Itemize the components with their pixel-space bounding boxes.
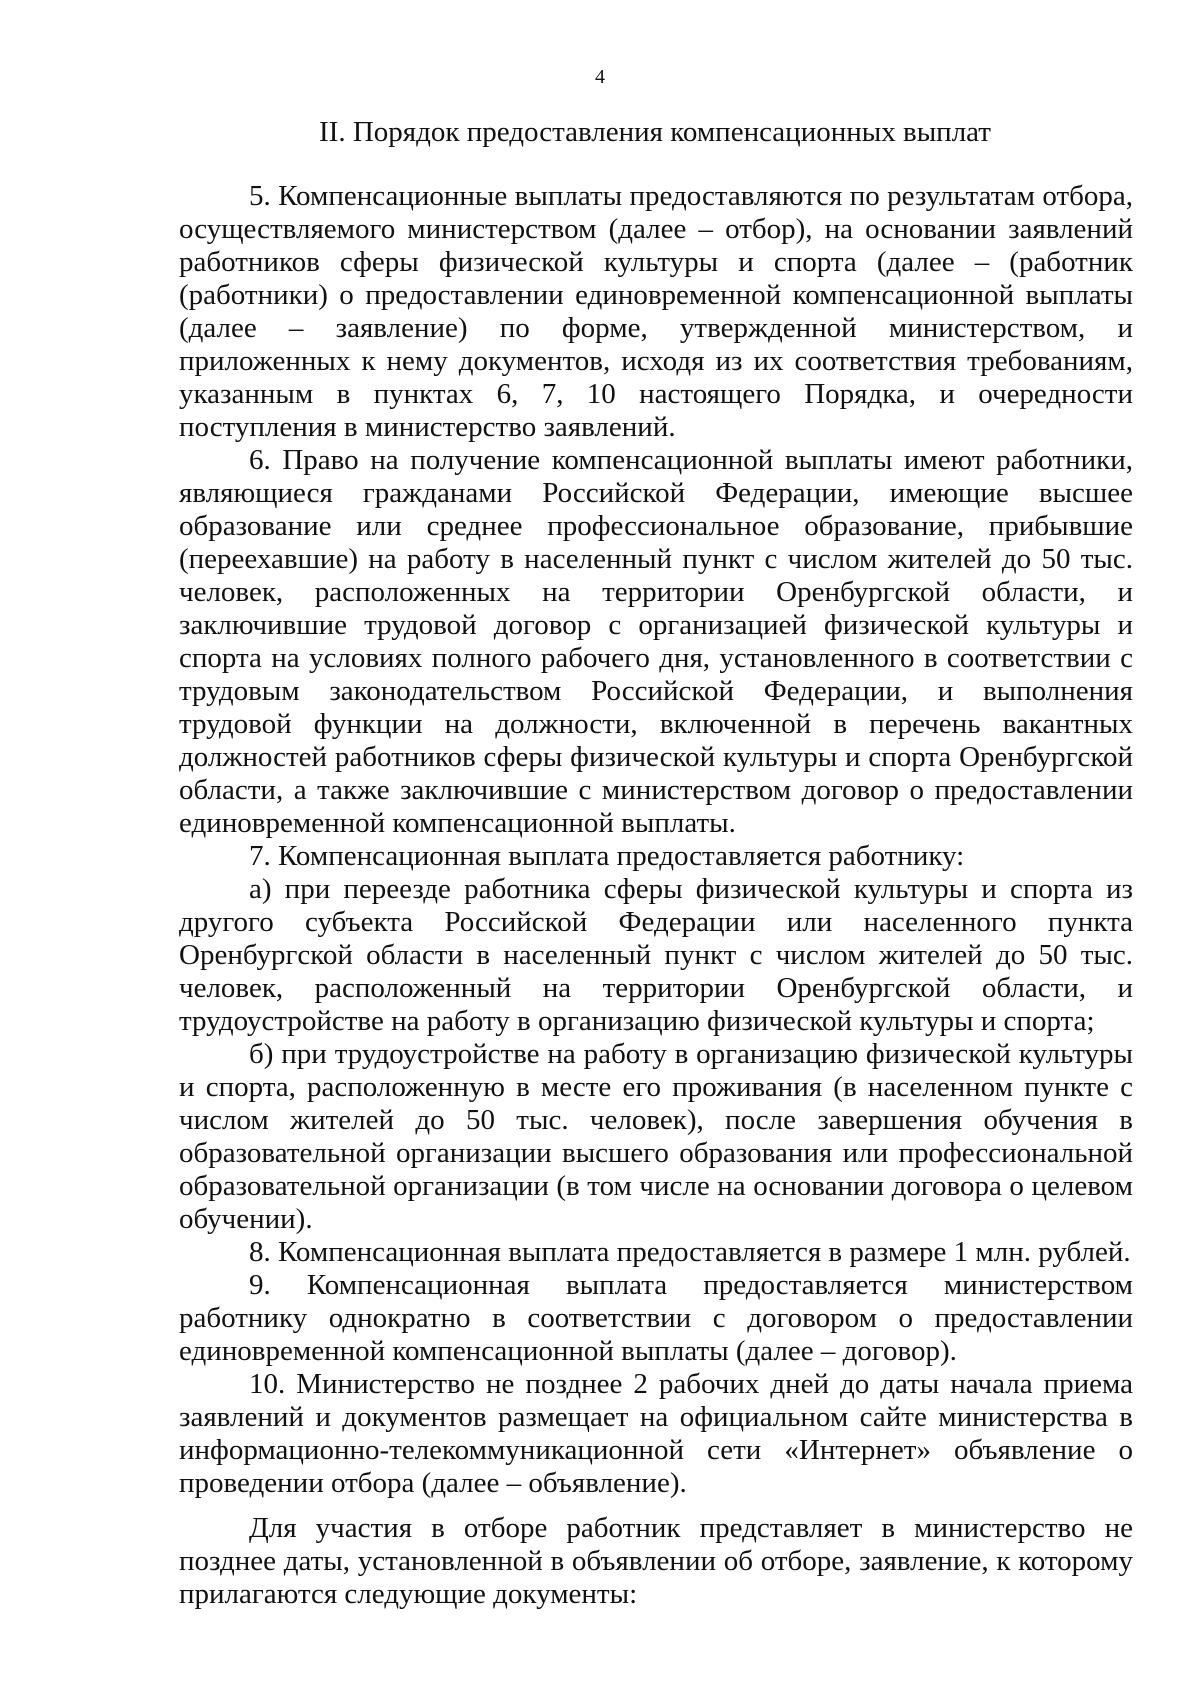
paragraph-7: 7. Компенсационная выплата предоставляется работнику: — [249, 840, 965, 872]
section-title: II. Порядок предоставления компенсационных выплат — [319, 116, 991, 148]
paragraph-6: 6. Право на получение компенсационной выплаты имеют работники, являющиеся гражданами Российской Федерации, имеющие высшее образование или среднее профессиональное образование, прибывшие (переехавшие) на работу в населенный пункт с числом жителей до 50 тыс. человек, расположенных на территории Оренбургской области, и заключившие трудовой договор с организацией физической культуры и спорта на условиях полного рабочего дня, установленного в соответствии с трудовым законодательством Российской Федерации, и выполнения трудовой функции на должности, включенной в перечень вакантных должностей работников сферы физической культуры и спорта Оренбургской области, а также заключившие с министерством договор о предоставлении единовременной компенсационной выплаты. — [179, 444, 1133, 839]
paragraph-10: 10. Министерство не позднее 2 рабочих дней до даты начала приема заявлений и документов размещает на официальном сайте министерства в информационно-телекоммуникационной сети «Интернет» объявление о проведении отбора (далее – объявление). — [179, 1368, 1133, 1499]
paragraph-7b: б) при трудоустройстве на работу в организацию физической культуры и спорта, расположенную в месте его проживания (в населенном пункте с числом жителей до 50 тыс. человек), после завершения обучения в образовательной организации высшего образования или профессиональной образовательной организации (в том числе на основании договора о целевом обучении). — [179, 1038, 1133, 1235]
document-body — [179, 180, 1133, 1611]
paragraph-documents-intro: Для участия в отборе работник представляет в министерство не позднее даты, установленной в объявлении об отборе, заявление, к которому прилагаются следующие документы: — [179, 1512, 1133, 1610]
page-number: 4 — [595, 66, 605, 88]
paragraph-7a: а) при переезде работника сферы физической культуры и спорта из другого субъекта Российской Федерации или населенного пункта Оренбургской области в населенный пункт с числом жителей до 50 тыс. человек, расположенный на территории Оренбургской области, и трудоустройстве на работу в организацию физической культуры и спорта; — [179, 873, 1133, 1037]
paragraph-8: 8. Компенсационная выплата предоставляется в размере 1 млн. рублей. — [249, 1236, 1131, 1268]
paragraph-9: 9. Компенсационная выплата предоставляется министерством работнику однократно в соответствии с договором о предоставлении единовременной компенсационной выплаты (далее – договор). — [179, 1269, 1133, 1367]
paragraph-5: 5. Компенсационные выплаты предоставляются по результатам отбора, осуществляемого министерством (далее – отбор), на основании заявлений работников сферы физической культуры и спорта (далее – (работник (работники) о предоставлении единовременной компенсационной выплаты (далее – заявление) по форме, утвержденной министерством, и приложенных к нему документов, исходя из их соответствия требованиям, указанным в пунктах 6, 7, 10 настоящего Порядка, и очередности поступления в министерство заявлений. — [179, 180, 1133, 443]
